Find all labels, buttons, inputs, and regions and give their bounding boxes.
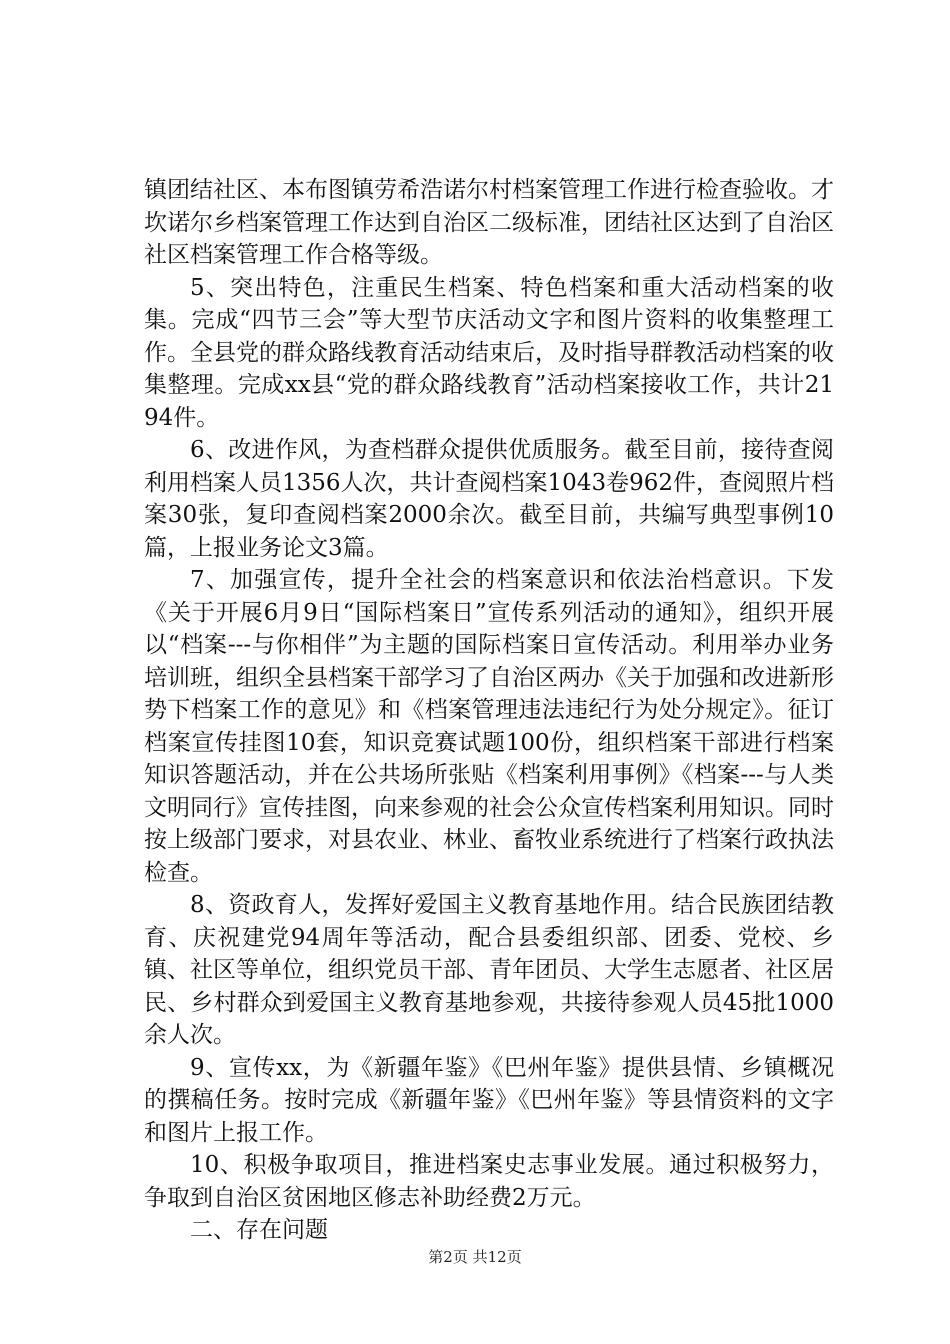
paragraph-item-9: 9、宣传xx，为《新疆年鉴》《巴州年鉴》提供县情、乡镇概况的撰稿任务。按时完成《新疆年鉴》《巴州年鉴》等县情资料的文字和图片上报工作。 (144, 1054, 834, 1146)
paragraph-item-8: 8、资政育人，发挥好爱国主义教育基地作用。结合民族团结教育、庆祝建党94周年等活动，配合县委组织部、团委、党校、乡镇、社区等单位，组织党员干部、青年团员、大学生志愿者、社区居民、乡村群众到爱国主义教育基地参观，共接待参观人员45批1000余人次。 (144, 892, 834, 1048)
paragraph-item-5: 5、突出特色，注重民生档案、特色档案和重大活动档案的收集。完成“四节三会”等大型节庆活动文字和图片资料的收集整理工作。全县党的群众路线教育活动结束后，及时指导群教活动档案的收集整理。完成xx县“党的群众路线教育”活动档案接收工作，共计2194件。 (144, 274, 834, 431)
paragraph-item-10: 10、积极争取项目，推进档案史志事业发展。通过积极努力，争取到自治区贫困地区修志补助经费2万元。 (144, 1152, 834, 1211)
paragraph-item-6: 6、改进作风，为查档群众提供优质服务。截至目前，接待查阅利用档案人员1356人次，共计查阅档案1043卷962件，查阅照片档案30张，复印查阅档案2000余次。截至目前，共编写典型事例10篇，上报业务论文3篇。 (144, 437, 834, 561)
document-body (144, 174, 834, 1247)
paragraph-item-7: 7、加强宣传，提升全社会的档案意识和依法治档意识。下发《关于开展6月9日“国际档案日”宣传系列活动的通知》，组织开展以“档案---与你相伴”为主题的国际档案日宣传活动。利用举办业务培训班，组织全县档案干部学习了自治区两办《关于加强和改进新形势下档案工作的意见》和《档案管理违法违纪行为处分规定》。征订档案宣传挂图10套，知识竞赛试题100份，组织档案干部进行档案知识答题活动，并在公共场所张贴《档案利用事例》《档案---与人类文明同行》宣传挂图，向来参观的社会公众宣传档案利用知识。同时按上级部门要求，对县农业、林业、畜牧业系统进行了档案行政执法检查。 (144, 567, 834, 886)
paragraph-continuation: 镇团结社区、本布图镇劳希浩诺尔村档案管理工作进行检查验收。才坎诺尔乡档案管理工作达到自治区二级标准，团结社区达到了自治区社区档案管理工作合格等级。 (144, 177, 834, 268)
section-heading-problems: 二、存在问题 (190, 1217, 328, 1243)
page-number-footer: 第2页 共12页 (428, 1248, 522, 1266)
